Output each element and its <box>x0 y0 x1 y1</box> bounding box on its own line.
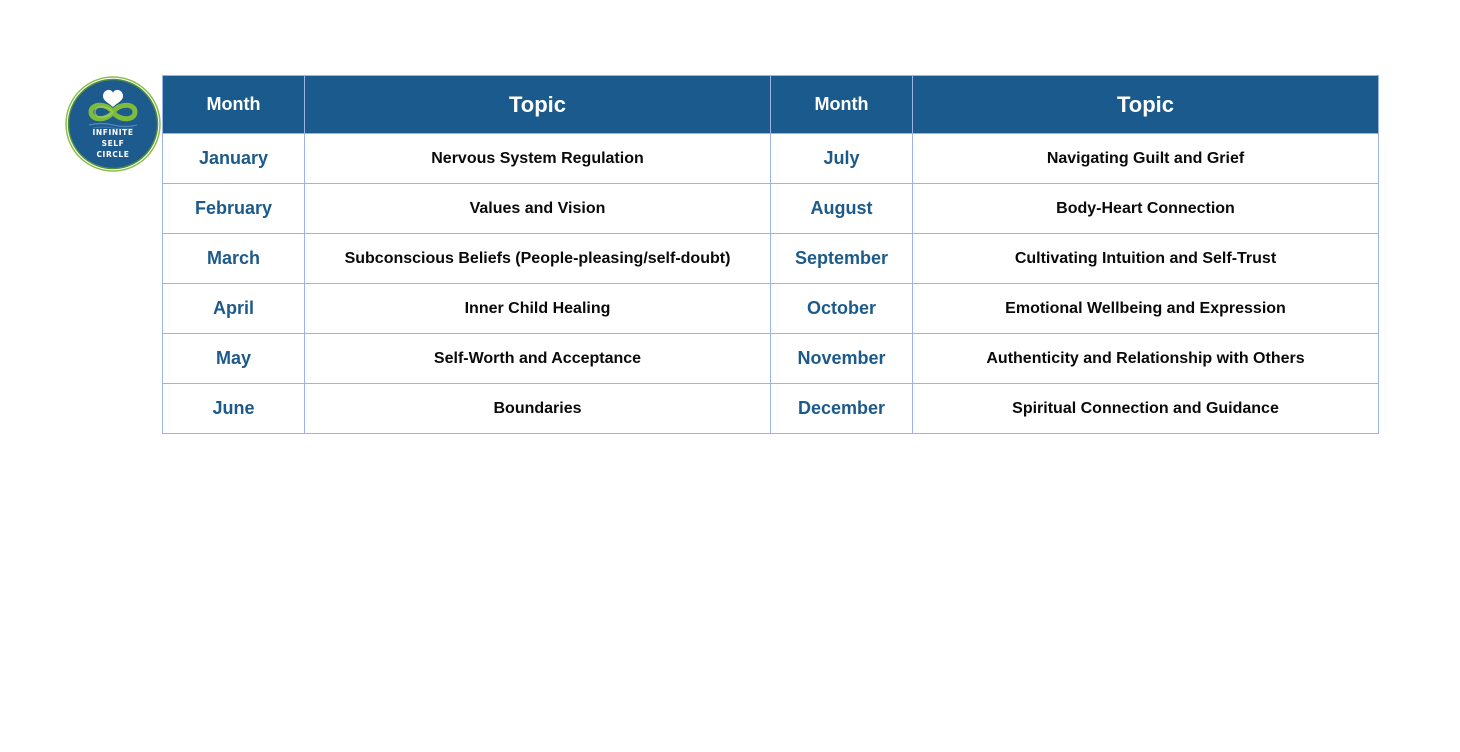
month-cell: May <box>163 334 305 384</box>
logo-text-line2: SELF <box>101 139 125 148</box>
month-cell: July <box>771 134 913 184</box>
month-cell: December <box>771 384 913 434</box>
month-cell: January <box>163 134 305 184</box>
infinite-self-circle-logo <box>65 76 161 172</box>
topic-cell: Subconscious Beliefs (People-pleasing/self-doubt) <box>305 234 771 284</box>
heart-infinity-icon <box>65 76 161 172</box>
month-cell: November <box>771 334 913 384</box>
table-row <box>163 234 1379 284</box>
topic-cell: Inner Child Healing <box>305 284 771 334</box>
header-month-left: Month <box>163 76 305 134</box>
topic-cell: Values and Vision <box>305 184 771 234</box>
topic-cell: Cultivating Intuition and Self-Trust <box>913 234 1379 284</box>
topic-cell: Body-Heart Connection <box>913 184 1379 234</box>
month-cell: October <box>771 284 913 334</box>
month-cell: June <box>163 384 305 434</box>
month-cell: September <box>771 234 913 284</box>
month-cell: March <box>163 234 305 284</box>
month-cell: August <box>771 184 913 234</box>
topic-cell: Emotional Wellbeing and Expression <box>913 284 1379 334</box>
table-row <box>163 284 1379 334</box>
topic-cell: Boundaries <box>305 384 771 434</box>
table-row <box>163 184 1379 234</box>
header-topic-right: Topic <box>913 76 1379 134</box>
monthly-topics-table <box>162 75 1379 434</box>
logo-text-line1: INFINITE <box>92 128 134 137</box>
table-row <box>163 134 1379 184</box>
topic-cell: Self-Worth and Acceptance <box>305 334 771 384</box>
topic-cell: Nervous System Regulation <box>305 134 771 184</box>
topic-cell: Navigating Guilt and Grief <box>913 134 1379 184</box>
table-header-row <box>163 76 1379 134</box>
month-cell: February <box>163 184 305 234</box>
table-row <box>163 334 1379 384</box>
topic-cell: Spiritual Connection and Guidance <box>913 384 1379 434</box>
month-cell: April <box>163 284 305 334</box>
topic-cell: Authenticity and Relationship with Others <box>913 334 1379 384</box>
logo-text-line3: CIRCLE <box>96 150 130 159</box>
header-topic-left: Topic <box>305 76 771 134</box>
table-row <box>163 384 1379 434</box>
header-month-right: Month <box>771 76 913 134</box>
